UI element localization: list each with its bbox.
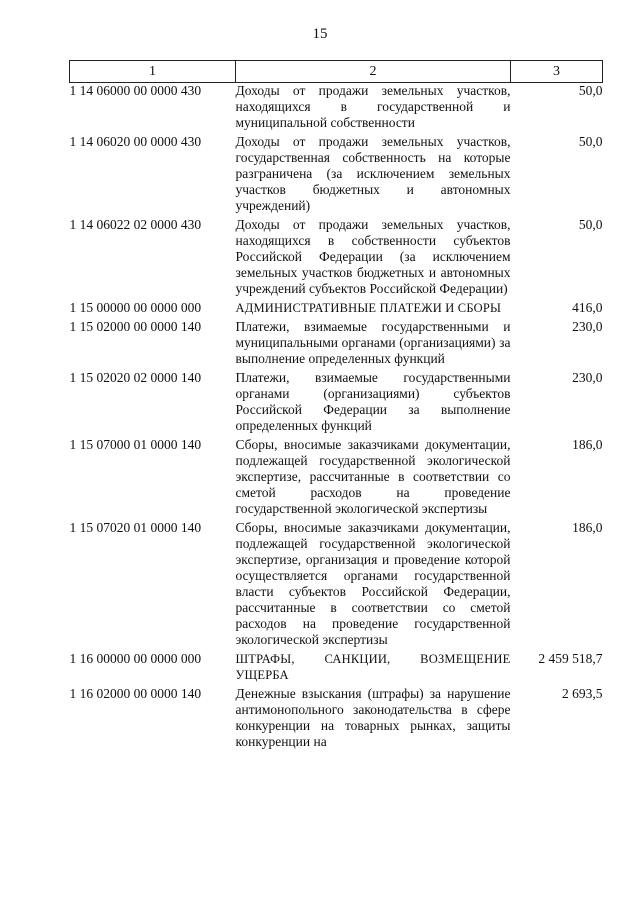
table-row — [70, 370, 603, 437]
income-item-name: Доходы от продажи земельных участков, находящихся в собственности субъектов Российской Федерации (за исключением земельных участков бюджетных и автономных учреждений субъектов Российской Федерации) — [235, 217, 511, 296]
column-header-name: 2 — [236, 61, 511, 83]
table-row — [70, 319, 603, 370]
page-number: 15 — [312, 26, 328, 42]
income-item-name: ШТРАФЫ, САНКЦИИ, ВОЗМЕЩЕНИЕ УЩЕРБА — [235, 652, 511, 682]
budget-table — [69, 60, 603, 753]
column-header-code: 1 — [70, 61, 236, 83]
amount-value: 50,0 — [578, 217, 603, 232]
income-item-name: Платежи, взимаемые государственными и муниципальными органами (организациями) за выполнение определенных функций — [235, 319, 511, 366]
amount-value: 50,0 — [578, 134, 603, 149]
table-row — [70, 217, 603, 300]
budget-classification-code: 1 15 02020 02 0000 140 — [69, 370, 202, 385]
budget-classification-code: 1 15 07020 01 0000 140 — [69, 520, 202, 535]
budget-classification-code: 1 14 06000 00 0000 430 — [69, 83, 202, 98]
income-item-name: АДМИНИСТРАТИВНЫЕ ПЛАТЕЖИ И СБОРЫ — [235, 301, 502, 315]
income-item-name: Доходы от продажи земельных участков, государственная собственность на которые разграничена (за исключением земельных участков бюджетных и автономных учреждений) — [235, 134, 511, 213]
table-row — [70, 686, 603, 753]
income-item-name: Сборы, вносимые заказчиками документации, подлежащей государственной экологической экспертизе, рассчитанные в соответствии со сметой расходов на проведение государственной экологической экспертизы — [235, 437, 511, 516]
budget-classification-code: 1 14 06022 02 0000 430 — [69, 217, 202, 232]
amount-value: 230,0 — [572, 370, 603, 385]
budget-classification-code: 1 14 06020 00 0000 430 — [69, 134, 202, 149]
table-body — [70, 83, 603, 754]
table-row — [70, 437, 603, 520]
budget-classification-code: 1 15 07000 01 0000 140 — [69, 437, 202, 452]
table-row — [70, 651, 603, 686]
income-item-name: Сборы, вносимые заказчиками документации, подлежащей государственной экологической экспертизе, организация и проведение которой осуществляется органами государственной власти субъектов Российской Федерации, рассчитанные в соответствии со сметой расходов на проведение государственной экологической экспертизы — [235, 520, 511, 647]
income-item-name: Платежи, взимаемые государственными органами (организациями) субъектов Российской Федерации за выполнение определенных функций — [235, 370, 511, 433]
amount-value: 186,0 — [572, 437, 603, 452]
amount-value: 416,0 — [572, 300, 603, 315]
income-item-name: Доходы от продажи земельных участков, находящихся в государственной и муниципальной собственности — [235, 83, 511, 130]
table-row — [70, 134, 603, 217]
amount-value: 186,0 — [572, 520, 603, 535]
budget-classification-code: 1 16 00000 00 0000 000 — [69, 651, 202, 666]
budget-classification-code: 1 16 02000 00 0000 140 — [69, 686, 202, 701]
amount-value: 230,0 — [572, 319, 603, 334]
table-row — [70, 300, 603, 319]
budget-classification-code: 1 15 00000 00 0000 000 — [69, 300, 202, 315]
amount-value: 2 459 518,7 — [538, 651, 603, 666]
table-header-row — [70, 61, 603, 83]
budget-classification-code: 1 15 02000 00 0000 140 — [69, 319, 202, 334]
amount-value: 2 693,5 — [562, 686, 603, 701]
amount-value: 50,0 — [578, 83, 603, 98]
table-row — [70, 83, 603, 135]
column-header-amount: 3 — [511, 61, 603, 83]
income-item-name: Денежные взыскания (штрафы) за нарушение антимонопольного законодательства в сфере конкуренции на товарных рынках, защиты конкуренции на — [235, 686, 511, 749]
table-row — [70, 520, 603, 651]
